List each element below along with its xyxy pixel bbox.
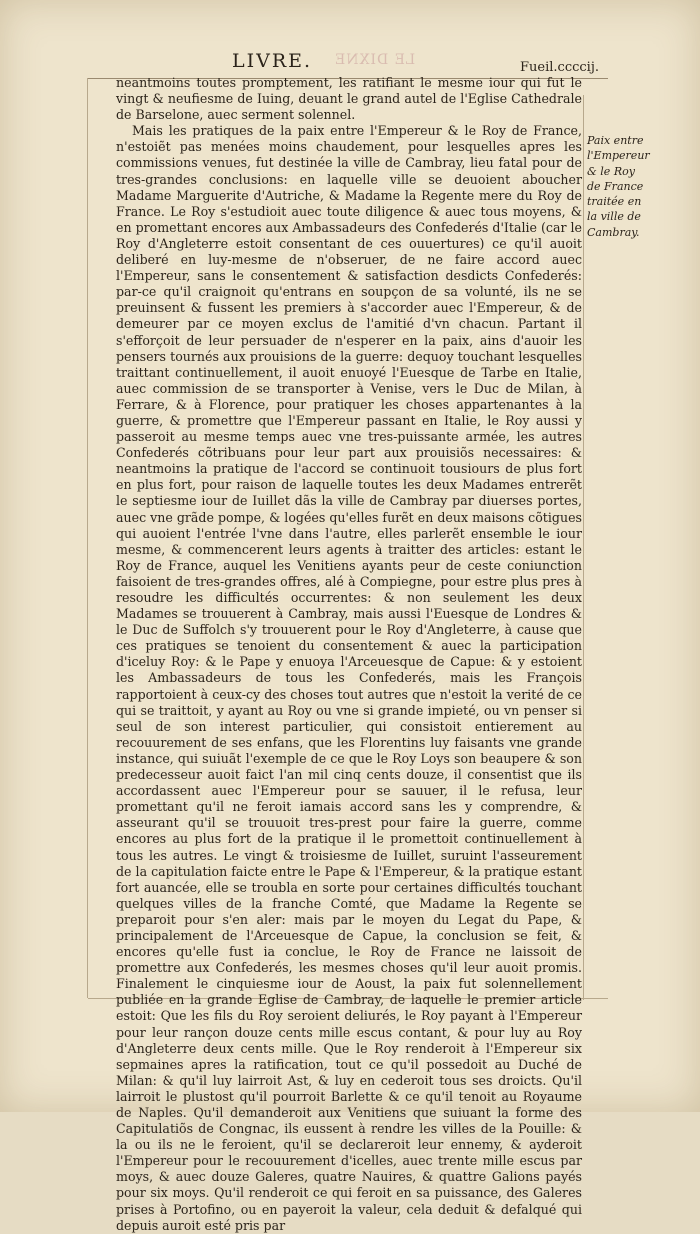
paragraph: Mais les pratiques de la paix entre l'Empereur & le Roy de France, n'estoiẽt pas menées moins chaudement, pour lesquelles apres les commissions venues, fut destinée la ville de Cambray, lieu fatal pour de tres-grandes conclusions: en laquelle ville se deuoient aboucher Madame Marguerite d'Autriche, & Madame la Regente mere du Roy de France. Le Roy s'estudioit auec toute diligence & auec tous moyens, & en promettant encores aux Ambassadeurs des Confederés d'Italie (car le Roy d'Angleterre estoit consentant de ces ouuertures) ce qu'il auoit deliberé en luy-mesme de n'obseruer, de ne faire accord auec l'Empereur, sans le consentement & satisfaction desdicts Confederés: par-ce qu'il craignoit qu'entrans en soupçon de sa volunté, ils ne se preuinsent & fussent les premiers à s'accorder auec l'Empereur, & de demeurer par ce moyen exclus de l'amitié d'vn chacun. Partant il s'efforçoit de leur persuader de n'esperer en la paix, ains d'auoir les pensers tournés aux prouisions de la guerre: dequoy touchant lesquelles traittant continuellement, il auoit enuoyé l'Euesque de Tarbe en Italie, auec commission de se transporter à Venise, vers le Duc de Milan, à Ferrare, & à Florence, pour pratiquer les choses appartenantes à la guerre, & promettre que l'Empereur passant en Italie, le Roy aussi y passeroit au mesme temps auec vne tres-puissante armée, les autres Confederés cõtribuans pour leur part aux prouisiõs necessaires: & neantmoins la pratique de l'accord se continuoit tousiours de plus fort en plus fort, pour raison de laquelle toutes les deux Madames entrerẽt le septiesme iour de Iuillet dãs la ville de Cambray par diuerses portes, auec vne grãde pompe, & logées qu'elles furẽt en deux maisons cõtigues qui auoient l'entrée l'vne dans l'autre, elles parlerẽt ensemble le iour mesme, & commencerent leurs agents à traitter des articles: estant le Roy de France, auquel les Venitiens ayants peur de ceste coniunction faisoient de tres-grandes offres, alé à Compiegne, pour estre plus pres à resoudre les difficultés occurrentes: & non seulement les deux Madames se trouuerent à Cambray, mais aussi l'Euesque de Londres & le Duc de Suffolch s'y trouuerent pour le Roy d'Angleterre, à cause que ces pratiques se tenoient du consentement & auec la participation d'iceluy Roy: & le Pape y enuoya l'Arceuesque de Capue: & y estoient les Ambassadeurs de tous les Confederés, mais les François rapportoient à ceux-cy des choses tout autres que n'estoit la verité de ce qui se traittoit, y ayant au Roy ou vne si grande impieté, ou vn penser si seul de son interest particulier, qui consistoit entierement au recouurement de ses enfans, que les Florentins luy faisants vne grande instance, qui suiuãt l'exemple de ce que le Roy Loys son beaupere & son predecesseur auoit faict l'an mil cinq cents douze, il consentist que ils accordassent auec l'Empereur pour se sauuer, il le refusa, leur promettant qu'il ne feroit iamais accord sans les y comprendre, & asseurant qu'il se trouuoit tres-prest pour faire la guerre, comme encores au plus fort de la pratique il le promettoit continuellement à tous les autres. Le vingt & troisiesme de Iuillet, suruint l'asseurement de la capitulation faicte entre le Pape & l'Empereur, & la pratique estant fort auancée, elle se troubla en sorte pour certaines difficultés touchant quelques villes de la franche Comté, que Madame la Regente se preparoit pour s'en aler: mais par le moyen du Legat du Pape, & principalement de l'Arceuesque de Capue, la conclusion se feit, & encores qu'elle fust ia conclue, le Roy de France ne laissoit de promettre aux Confederés, les mesmes choses qu'il leur auoit promis. Finalement le cinquiesme iour de Aoust, la paix fut solennellement publiée en la grande Eglise de Cambray, de laquelle le premier article estoit: Que les fils du Roy seroient deliurés, le Roy payant à l'Empereur pour leur rançon douze cents mille escus contant, & pour luy au Roy d'Angleterre deux cents mille. Que le Roy renderoit à l'Empereur six sepmaines apres la ratification, tout ce qu'il possedoit au Duché de Milan: & qu'il luy lairroit Ast, & luy en cederoit tous ses droicts. Qu'il lairroit le plustost qu'il pourroit Barlette & ce qu'il tenoit au Royaume de Naples. Qu'il demanderoit aux Venitiens que suiuant la forme des Capitulatiõs de Congnac, ils eussent à rendre les villes de la Pouille: & la ou ils ne le feroient, qu'il se declareroit leur ennemy, & ayderoit l'Empereur pour le recouurement d'icelles, auec trente mille escus par moys, & auec douze Galeres, quatre Nauires, & quattre Galions payés pour six moys. Qu'il renderoit ce qui feroit en sa puissance, des Galeres prises à Portofino, ou en payeroit la valeur, cela deduit & defalqué qui depuis auroit esté pris par <box>116 123 582 1233</box>
show-through-text: LE DIXNE <box>334 52 416 68</box>
body-text <box>116 75 582 1234</box>
folio-number: Fueil.ccccij. <box>520 60 599 75</box>
running-head: LIVRE. <box>232 50 313 72</box>
paragraph: neantmoins toutes promptement, les ratifiant le mesme iour qui fut le vingt & neufiesme de Iuing, deuant le grand autel de l'Eglise Cathedrale de Barselone, auec serment solennel. <box>116 75 582 123</box>
left-rule <box>87 78 88 998</box>
right-rule <box>583 95 584 1000</box>
margin-note: Paix entre l'Empereur & le Roy de France traitée en la ville de Cambray. <box>587 134 650 239</box>
